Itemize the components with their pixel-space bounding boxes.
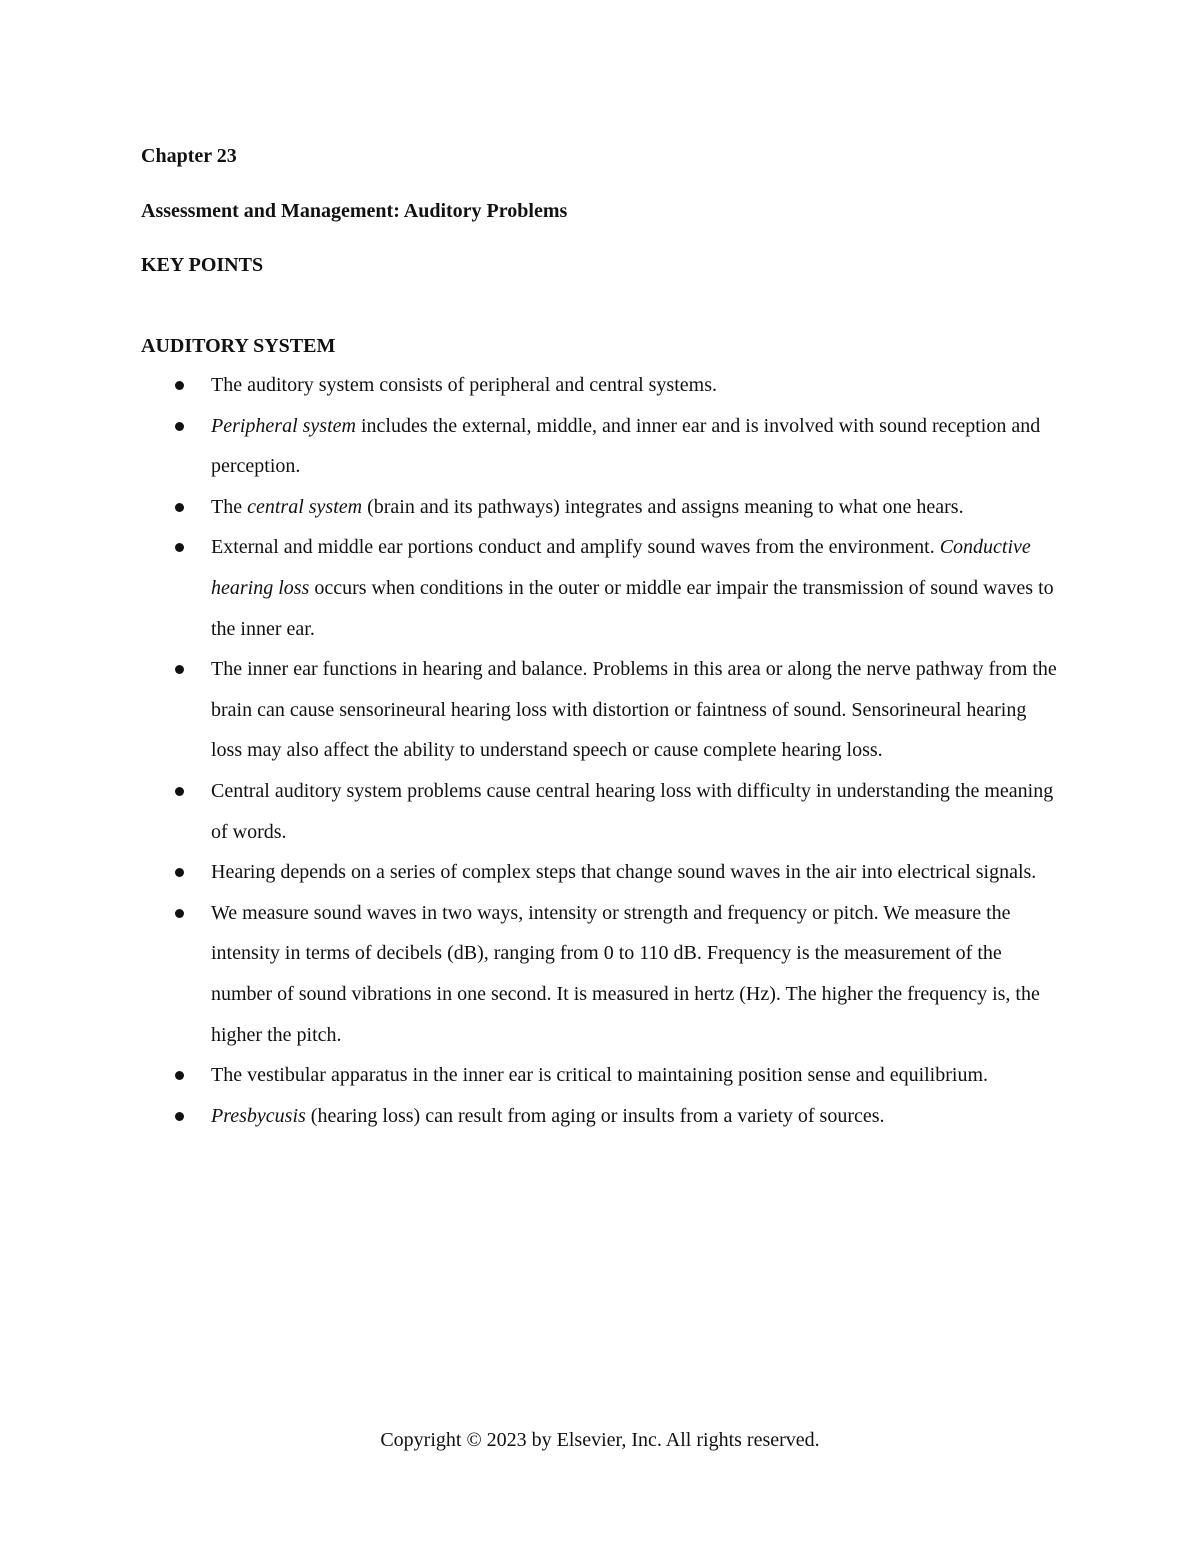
- copyright-footer: Copyright © 2023 by Elsevier, Inc. All rights reserved.: [380, 1429, 820, 1451]
- chapter-heading: Chapter 23: [141, 145, 237, 167]
- list-item: Presbycusis (hearing loss) can result from aging or insults from a variety of sources.: [141, 1096, 1061, 1137]
- key-points-list: [141, 365, 1061, 1136]
- bullet-icon: [175, 422, 184, 431]
- bullet-icon: [175, 543, 184, 552]
- key-points-heading: KEY POINTS: [141, 254, 264, 276]
- bullet-icon: [175, 503, 184, 512]
- bullet-icon: [175, 665, 184, 674]
- bullet-icon: [175, 1071, 184, 1080]
- list-item: The inner ear functions in hearing and balance. Problems in this area or along the nerve pathway from the brain can cause sensorineural hearing loss with distortion or faintness of sound. Sensorineural hearing loss may also affect the ability to understand speech or cause complete hearing loss.: [141, 649, 1061, 771]
- chapter-title: Assessment and Management: Auditory Problems: [141, 200, 568, 222]
- list-item: The central system (brain and its pathways) integrates and assigns meaning to what one hears.: [141, 487, 1061, 528]
- list-item: The auditory system consists of peripheral and central systems.: [141, 365, 1061, 406]
- list-item: External and middle ear portions conduct and amplify sound waves from the environment. Conductive hearing loss occurs when conditions in the outer or middle ear impair the transmission of sound waves to the inner ear.: [141, 527, 1061, 649]
- bullet-icon: [175, 1112, 184, 1121]
- bullet-icon: [175, 787, 184, 796]
- section-heading: AUDITORY SYSTEM: [141, 335, 336, 357]
- bullet-icon: [175, 381, 184, 390]
- list-item: Peripheral system includes the external, middle, and inner ear and is involved with sound reception and perception.: [141, 406, 1061, 487]
- list-item: We measure sound waves in two ways, intensity or strength and frequency or pitch. We measure the intensity in terms of decibels (dB), ranging from 0 to 110 dB. Frequency is the measurement of the number of sound vibrations in one second. It is measured in hertz (Hz). The higher the frequency is, the higher the pitch.: [141, 893, 1061, 1055]
- list-item: Hearing depends on a series of complex steps that change sound waves in the air into electrical signals.: [141, 852, 1061, 893]
- bullet-icon: [175, 868, 184, 877]
- bullet-icon: [175, 909, 184, 918]
- list-item: Central auditory system problems cause central hearing loss with difficulty in understanding the meaning of words.: [141, 771, 1061, 852]
- list-item: The vestibular apparatus in the inner ear is critical to maintaining position sense and equilibrium.: [141, 1055, 1061, 1096]
